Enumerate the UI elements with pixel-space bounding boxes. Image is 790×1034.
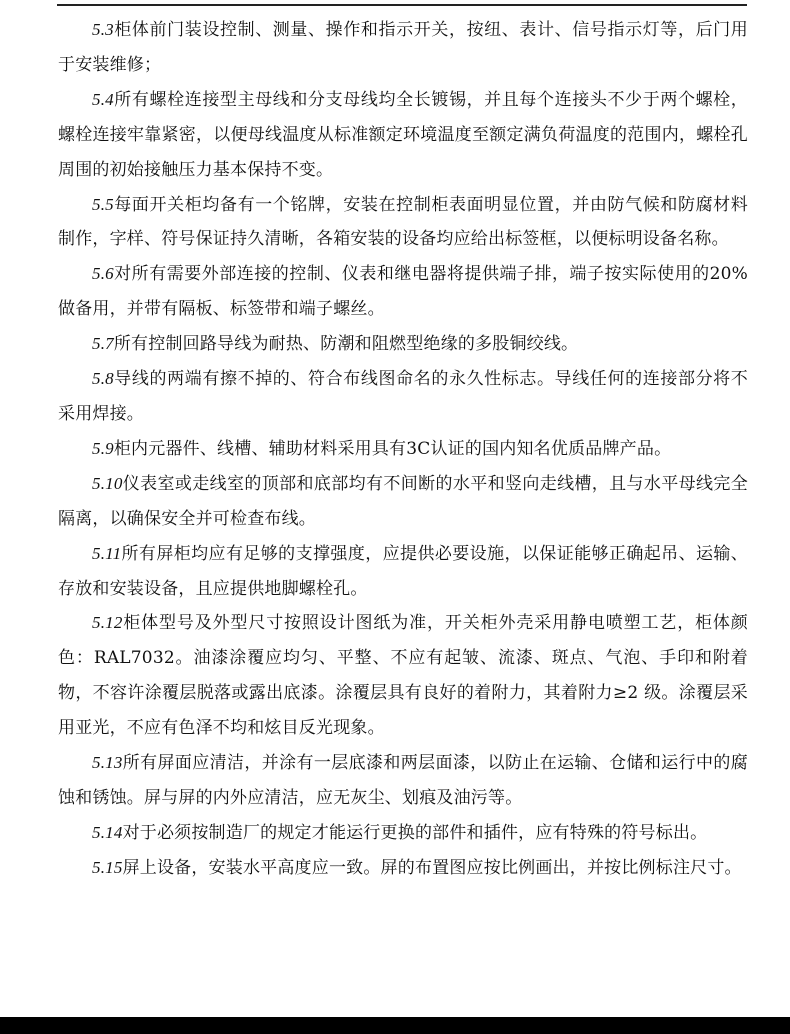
paragraph-5-3 (58, 13, 748, 83)
clause-number: 5.14 (92, 822, 123, 842)
clause-number: 5.8 (92, 369, 114, 389)
clause-number: 5.7 (92, 334, 114, 354)
clause-number: 5.10 (92, 473, 123, 493)
clause-text: 所有螺栓连接型主母线和分支母线均全长镀锡，并且每个连接头不少于两个螺栓，螺栓连接牢靠紧密，以便母线温度从标准额定环境温度至额定满负荷温度的范围内，螺栓孔周围的初始接触压力基本保持不变。 (58, 89, 748, 180)
paragraph-5-6 (58, 257, 748, 327)
clause-text: 所有屏面应清洁，并涂有一层底漆和两层面漆，以防止在运输、仓储和运行中的腐蚀和锈蚀。屏与屏的内外应清洁，应无灰尘、划痕及油污等。 (58, 753, 748, 808)
clause-text: 柜体前门装设控制、测量、操作和指示开关，按纽、表计、信号指示灯等，后门用于安装维修； (58, 20, 748, 75)
clause-number: 5.3 (92, 20, 114, 39)
paragraph-5-11 (58, 537, 748, 607)
clause-text: 对于必须按制造厂的规定才能运行更换的部件和插件，应有特殊的符号标出。 (122, 822, 708, 843)
paragraph-5-12 (58, 606, 748, 746)
paragraph-5-13 (58, 746, 748, 816)
paragraph-5-9 (58, 432, 748, 467)
paragraph-5-8 (58, 362, 748, 432)
clause-text: 导线的两端有擦不掉的、符合布线图命名的永久性标志。导线任何的连接部分将不采用焊接。 (58, 369, 748, 424)
paragraph-5-10 (58, 467, 748, 537)
paragraph-5-4 (58, 83, 748, 188)
clause-text: 所有控制回路导线为耐热、防潮和阻燃型绝缘的多股铜绞线。 (113, 334, 579, 355)
document-body (58, 13, 748, 886)
clause-number: 5.11 (92, 543, 122, 563)
paragraph-5-7 (58, 327, 748, 362)
clause-text: 每面开关柜均备有一个铭牌，安装在控制柜表面明显位置，并由防气候和防腐材料制作，字样、符号保证持久清晰，各箱安装的设备均应给出标签框，以便标明设备名称。 (58, 194, 748, 250)
clause-number: 5.4 (92, 89, 114, 109)
bottom-bar (0, 1017, 790, 1034)
clause-number: 5.15 (92, 857, 123, 877)
clause-text: 屏上设备，安装水平高度应一致。屏的布置图应按比例画出，并按比例标注尺寸。 (122, 857, 742, 878)
clause-number: 5.9 (92, 438, 114, 458)
clause-text: 对所有需要外部连接的控制、仪表和继电器将提供端子排，端子按实际使用的20%做备用，并带有隔板、标签带和端子螺丝。 (58, 264, 748, 320)
clause-text: 柜内元器件、线槽、辅助材料采用具有3C认证的国内知名优质品牌产品。 (113, 438, 672, 459)
clause-number: 5.5 (92, 194, 114, 214)
clause-text: 柜体型号及外型尺寸按照设计图纸为准，开关柜外壳采用静电喷塑工艺，柜体颜色：RAL7032。油漆涂覆应均匀、平整、不应有起皱、流漆、斑点、气泡、手印和附着物，不容许涂覆层脱落或露出底漆。涂覆层具有良好的着附力，其着附力≥2 级。涂覆层采用亚光，不应有色泽不均和炫目反光现象。 (58, 613, 748, 739)
top-rule (57, 4, 747, 6)
paragraph-5-15 (58, 851, 748, 886)
paragraph-5-14 (58, 816, 748, 851)
clause-number: 5.12 (92, 613, 123, 633)
paragraph-5-5 (58, 188, 748, 258)
clause-number: 5.13 (92, 753, 123, 773)
clause-text: 所有屏柜均应有足够的支撑强度，应提供必要设施，以保证能够正确起吊、运输、存放和安装设备，且应提供地脚螺栓孔。 (58, 543, 748, 599)
clause-number: 5.6 (92, 264, 114, 284)
clause-text: 仪表室或走线室的顶部和底部均有不间断的水平和竖向走线槽，且与水平母线完全隔离，以确保安全并可检查布线。 (58, 473, 748, 529)
